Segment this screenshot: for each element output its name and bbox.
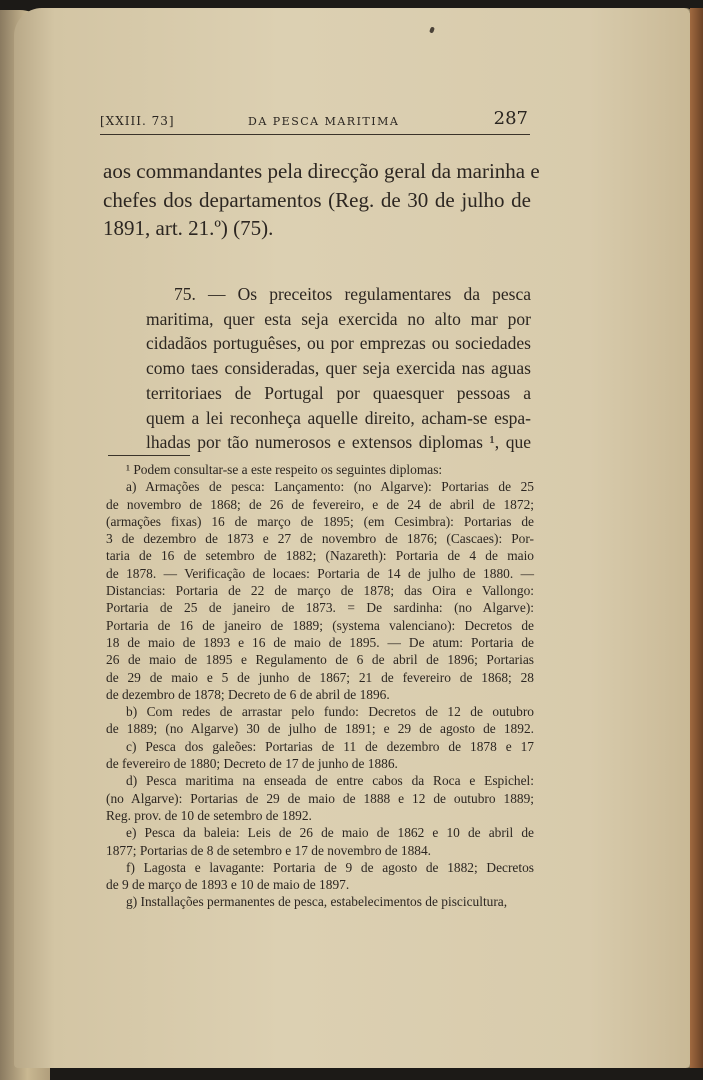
footnote-line: a) Armações de pesca: Lançamento: (no Algarve): Portarias de 25 <box>126 479 534 495</box>
footnote-line: 18 de maio de 1893 e 16 de maio de 1895. — De atum: Portaria de <box>106 634 534 650</box>
footnote-line: 26 de maio de 1895 e Regulamento de 6 de abril de 1896; Portarias <box>106 652 534 668</box>
footnote-line: e) Pesca da baleia: Leis de 26 de maio de 1862 e 10 de abril de <box>126 825 534 841</box>
chapter-reference: [XXIII. 73] <box>100 114 175 128</box>
footnote-line: de 1889; (no Algarve) 30 de julho de 1891; e 29 de agosto de 1892. <box>106 721 534 737</box>
footnote-separator <box>108 455 190 456</box>
footnote-line: b) Com redes de arrastar pelo fundo: Decretos de 12 de outubro <box>126 704 534 720</box>
footnote-line: de 29 de maio e 5 de junho de 1867; 21 de fevereiro de 1868; 28 <box>106 669 534 685</box>
running-title: DA PESCA MARITIMA <box>248 115 400 128</box>
footnote-line: Portaria de 16 de janeiro de 1889; (systema valenciano): Decretos de <box>106 617 534 633</box>
footnote-line: (armações fixas) 16 de março de 1895; (em Cesimbra): Portarias de <box>106 513 534 529</box>
text-line: 1891, art. 21.º) (75). <box>103 216 274 240</box>
footnote-line: de 1878. — Verificação de locaes: Portaria de 14 de julho de 1880. — <box>106 565 534 581</box>
footnote-line: taria de 16 de setembro de 1882; (Nazareth): Portaria de 4 de maio <box>106 548 534 564</box>
footnote-line: g) Installações permanentes de pesca, estabelecimentos de piscicultura, <box>126 894 508 910</box>
footnote-line: de fevereiro de 1880; Decreto de 17 de junho de 1886. <box>106 756 398 772</box>
text-line: quem a lei reconheça aquelle direito, acham-se espa- <box>146 407 531 428</box>
footnote-line: d) Pesca maritima na enseada de entre cabos da Roca e Espichel: <box>126 773 534 789</box>
text-line: maritima, quer esta seja exercida no alto mar por <box>146 308 531 329</box>
footnote-line: de novembro de 1868; de 26 de fevereiro, e de 24 de abril de 1872; <box>106 496 534 512</box>
footnote-line: 1877; Portarias de 8 de setembro e 17 de novembro de 1884. <box>106 842 432 858</box>
paragraph-75 <box>146 282 531 455</box>
footnote-line: Portaria de 25 de janeiro de 1873. = De sardinha: (no Algarve): <box>106 600 534 616</box>
paragraph-continuation <box>103 157 540 243</box>
text-line: lhadas por tão numerosos e extensos diplomas ¹, que <box>146 432 531 453</box>
text-line: chefes dos departamentos (Reg. de 30 de julho de <box>103 187 531 212</box>
footnote-line: (no Algarve): Portarias de 29 de maio de 1888 e 12 de outubro 1889; <box>106 790 534 806</box>
footnote-line: f) Lagosta e lavagante: Portaria de 9 de agosto de 1882; Decretos <box>126 859 534 875</box>
text-line: como taes consideradas, quer seja exercida nas aguas <box>146 358 531 379</box>
book-spine <box>690 8 703 1068</box>
page-number: 287 <box>493 108 528 129</box>
footnote-line: 3 de dezembro de 1873 e 27 de novembro de 1876; (Cascaes): Por- <box>106 531 534 547</box>
footnote <box>106 461 534 911</box>
text-line: 75. — Os preceitos regulamentares da pesca <box>174 284 531 304</box>
footnote-line: de dezembro de 1878; Decreto de 6 de abril de 1896. <box>106 686 390 702</box>
footnote-line: de 9 de março de 1893 e 10 de maio de 1897. <box>106 877 350 893</box>
footnote-line: ¹ Podem consultar-se a este respeito os seguintes diplomas: <box>126 462 443 477</box>
footnote-line: c) Pesca dos galeões: Portarias de 11 de dezembro de 1878 e 17 <box>126 738 534 754</box>
text-line: cidadãos portuguêses, ou por emprezas ou sociedades <box>146 333 531 354</box>
text-line: aos commandantes pela direcção geral da marinha e <box>103 159 540 183</box>
footnote-line: Reg. prov. de 10 de setembro de 1892. <box>106 807 312 823</box>
footnote-line: Distancias: Portaria de 22 de março de 1878; das Oira e Vallongo: <box>106 583 534 599</box>
running-header <box>100 108 530 135</box>
text-line: territoriaes de Portugal por quaesquer pessoas a <box>146 382 531 403</box>
